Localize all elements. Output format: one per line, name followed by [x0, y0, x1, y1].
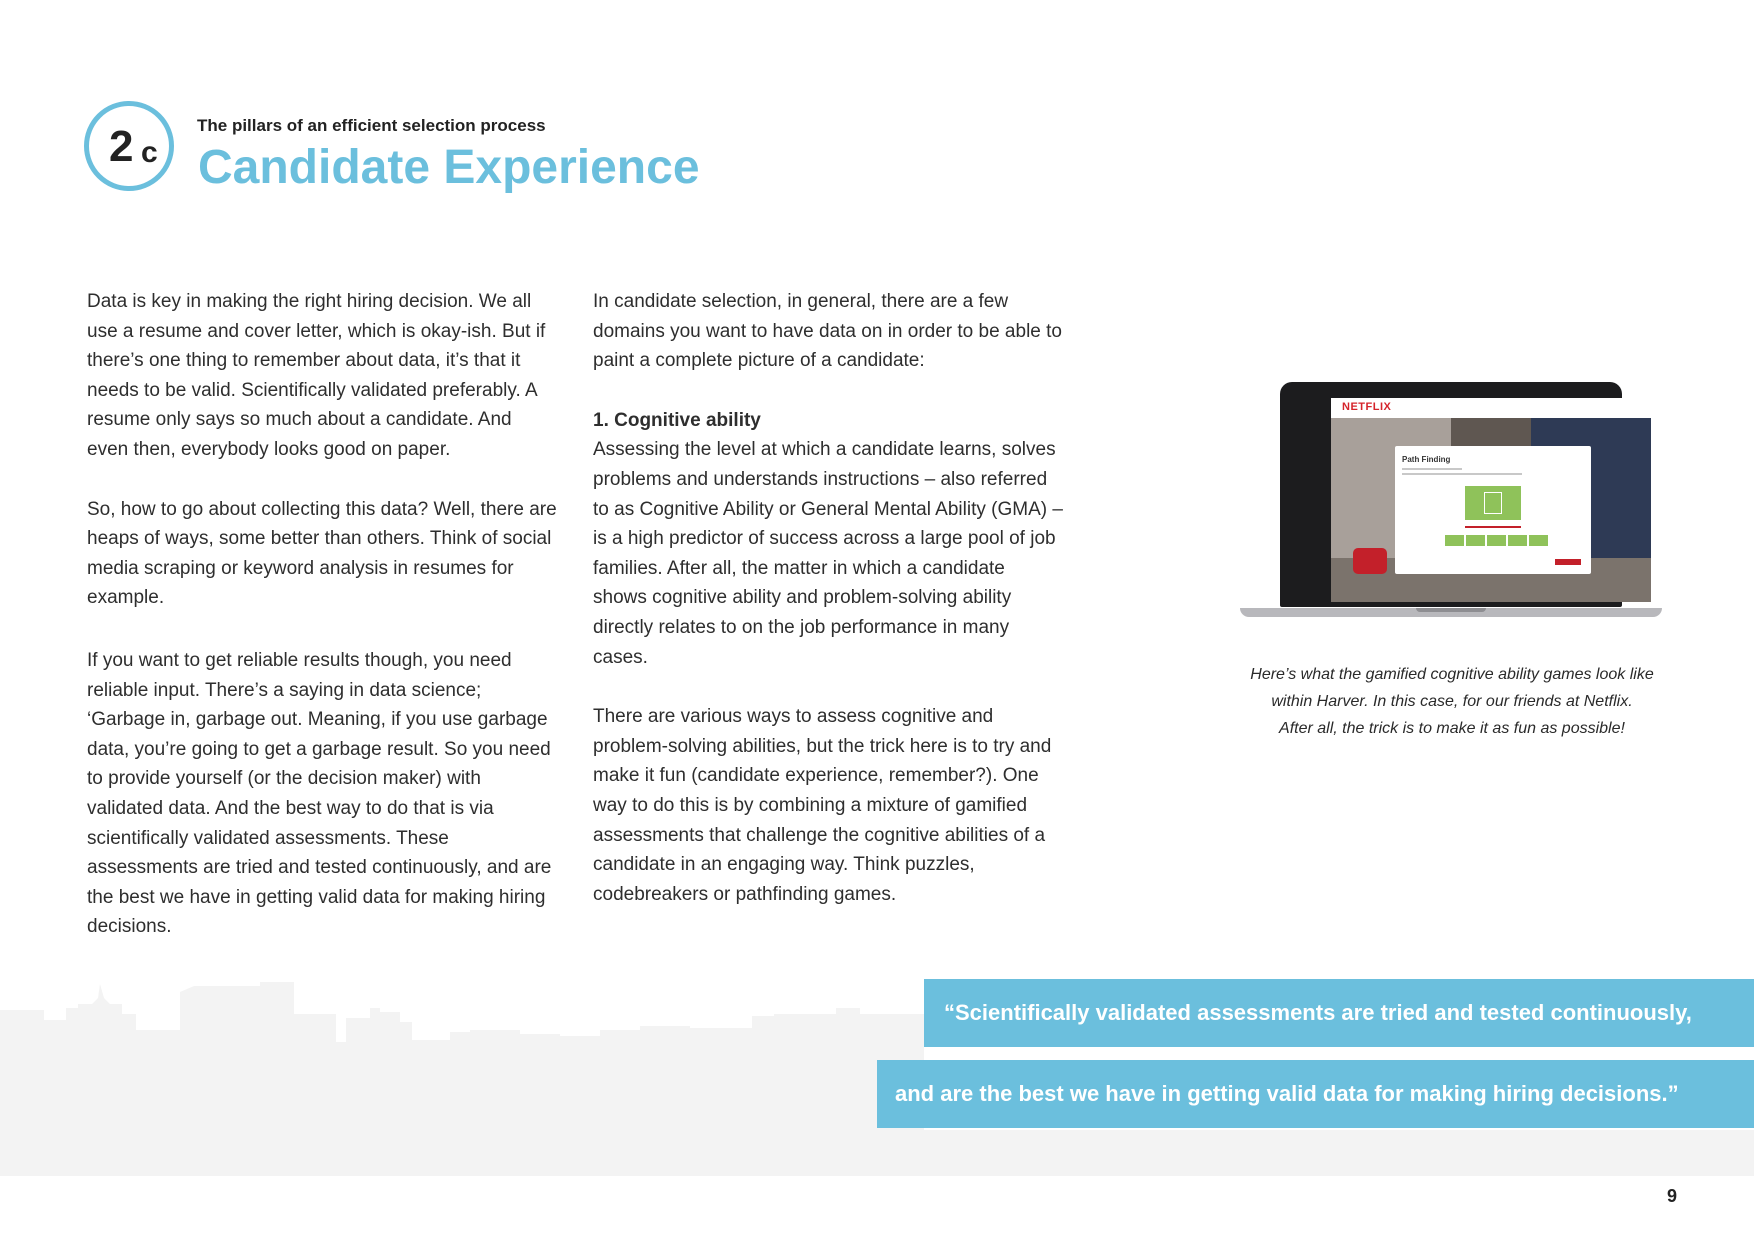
- caption-line: Here’s what the gamified cognitive ability games look like: [1250, 666, 1654, 683]
- answer-tile: [1529, 535, 1548, 546]
- progress-bar: [1465, 526, 1521, 528]
- section-letter: c: [141, 136, 158, 169]
- page-number: 9: [1667, 1186, 1678, 1206]
- screen-topbar: [1331, 398, 1651, 418]
- laptop-lid: [1280, 382, 1622, 607]
- paragraph: In candidate selection, in general, there are a few domains you want to have data on in order to be able to paint a complete picture of a candidate:: [593, 291, 1062, 372]
- laptop-illustration: [1240, 382, 1662, 630]
- body-column-right: [593, 287, 1063, 909]
- answer-tile: [1508, 535, 1527, 546]
- netflix-logo: NETFLIX: [1342, 401, 1392, 413]
- laptop-notch: [1416, 608, 1486, 612]
- answer-tile: [1466, 535, 1485, 546]
- pull-quote-line-1: “Scientifically validated assessments are tried and tested continuously,: [924, 979, 1754, 1047]
- subheading: 1. Cognitive ability: [593, 409, 761, 431]
- paragraph: Assessing the level at which a candidate learns, solves problems and understands instructions – also referred to as Cognitive Ability or General Mental Ability (GMA) – is a high predictor of success across a large pool of job families. After all, the matter in which a candidate shows cognitive ability and problem-solving ability directly relates to on the job performance in many cases.: [593, 439, 1063, 668]
- section-kicker: The pillars of an efficient selection process: [197, 116, 546, 135]
- section-badge: [84, 101, 174, 191]
- answer-tiles: [1445, 535, 1548, 546]
- answer-tile: [1487, 535, 1506, 546]
- caption-line: within Harver. In this case, for our friends at Netflix.: [1271, 693, 1633, 710]
- paragraph: There are various ways to assess cognitive and problem-solving abilities, but the trick here is to try and make it fun (candidate experience, remember?). One way to do this is by combining a mixture of gamified assessments that challenge the cognitive abilities of a candidate in an engaging way. Think puzzles, codebreakers or pathfinding games.: [593, 706, 1052, 905]
- game-title: Path Finding: [1402, 455, 1451, 464]
- paragraph: Data is key in making the right hiring decision. We all use a resume and cover letter, which is okay-ish. But if there’s one thing to remember about data, it’s that it needs to be valid. Scientifically validated preferably. A resume only says so much about a candidate. And even then, everybody looks good on paper.: [87, 291, 546, 460]
- answer-tile: [1445, 535, 1464, 546]
- section-number: 2: [109, 122, 134, 171]
- instruction-line: [1402, 473, 1522, 475]
- pull-quote-line-2: and are the best we have in getting valid data for making hiring decisions.”: [877, 1060, 1754, 1128]
- next-button: [1555, 559, 1581, 565]
- instruction-line: [1402, 468, 1462, 470]
- paragraph: So, how to go about collecting this data? Well, there are heaps of ways, some better than others. Think of social media scraping or keyword analysis in resumes for example.: [87, 498, 557, 609]
- laptop-screen: [1331, 398, 1651, 602]
- paragraph: If you want to get reliable results though, you need reliable input. There’s a saying in data science; ‘Garbage in, garbage out. Meaning, if you use garbage data, you’re going to get a garbage result. So you need to provide yourself (or the decision maker) with validated data. And the best way to do that is via scientifically validated assessments. These assessments are tried and tested continuously, and are the best we have in getting valid data for making hiring decisions.: [87, 649, 552, 938]
- puzzle-grid: [1465, 486, 1521, 520]
- game-dialog: [1395, 446, 1591, 574]
- red-chair: [1353, 548, 1387, 574]
- page-title: Candidate Experience: [198, 141, 700, 194]
- caption-line: After all, the trick is to make it as fun as possible!: [1279, 720, 1625, 737]
- image-caption: [1206, 661, 1698, 742]
- body-column-left: [87, 287, 557, 942]
